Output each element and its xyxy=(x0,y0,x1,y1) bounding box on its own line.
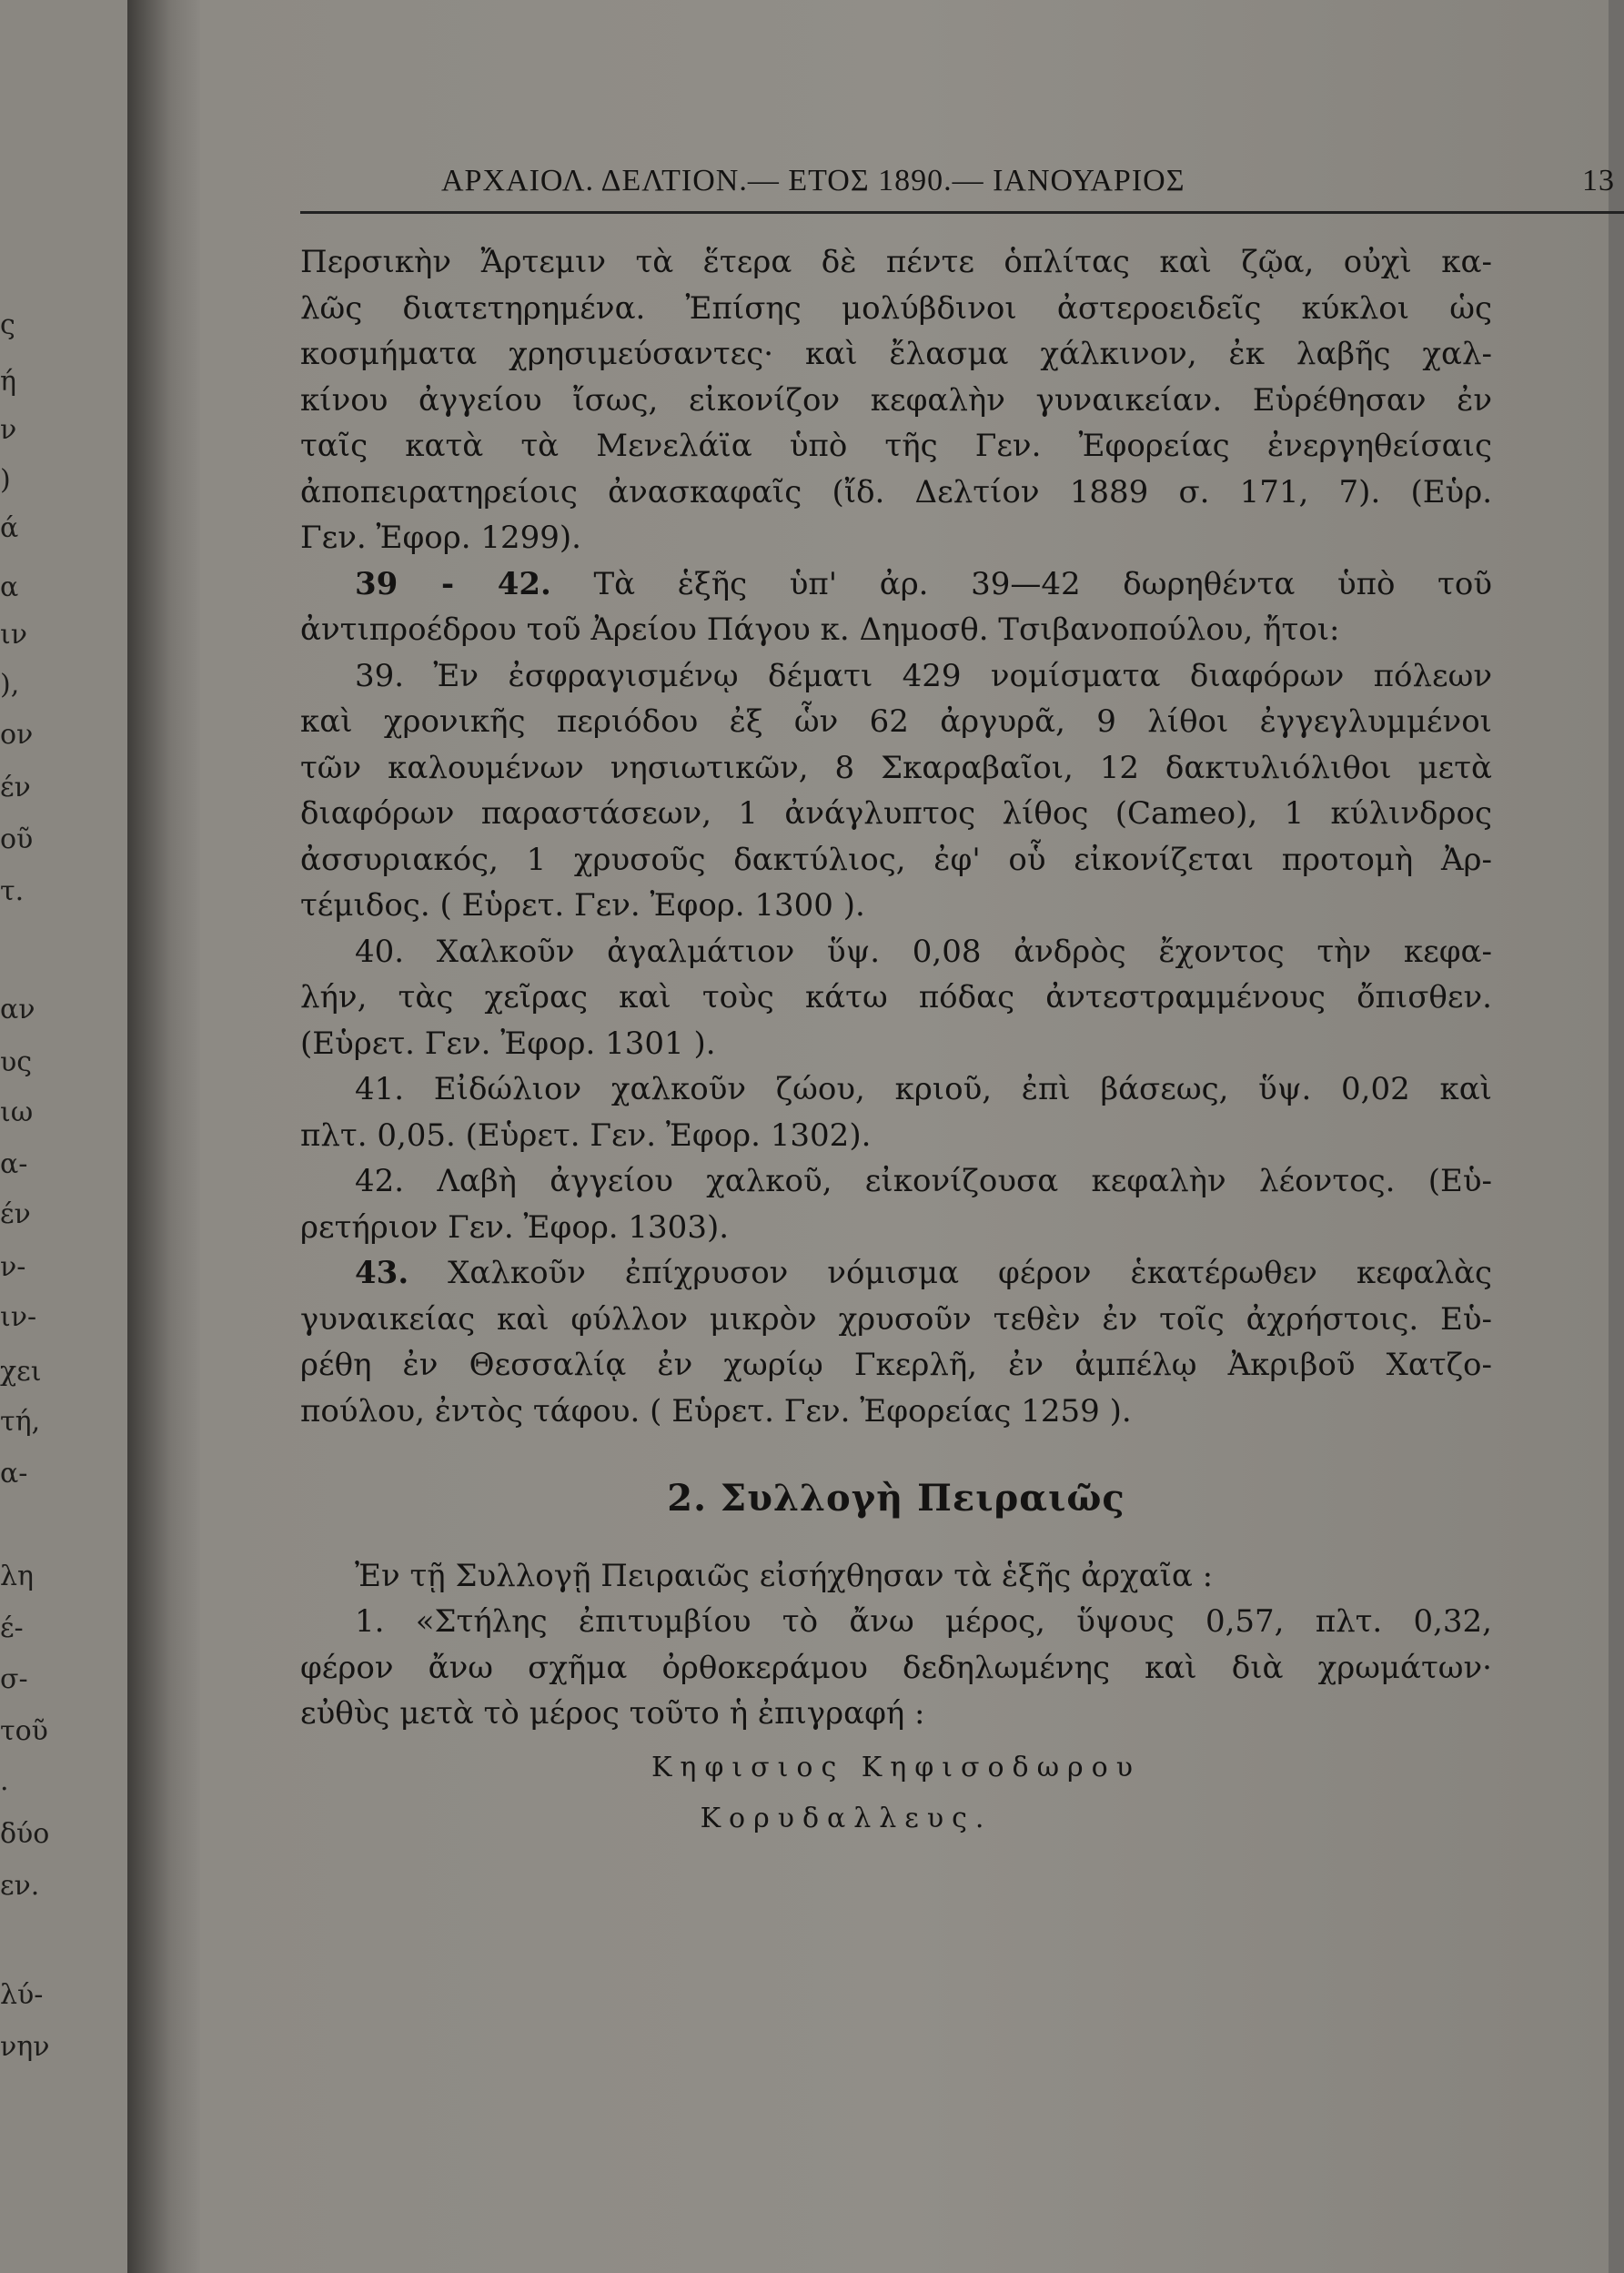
text-line: διαφόρων παραστάσεων, 1 ἀνάγλυπτος λίθος (Cameo), 1 κύλινδρος xyxy=(300,795,1492,832)
text-line xyxy=(300,1250,1492,1297)
text-line: (Εὑρετ. Γεν. Ἐφορ. 1301 ). xyxy=(300,1025,716,1062)
margin-fragment: οῦ xyxy=(0,823,34,855)
paragraph-continued xyxy=(300,239,1492,561)
inscription xyxy=(300,1743,1492,1844)
entry-number: 43. xyxy=(355,1255,409,1291)
margin-fragment: ν- xyxy=(0,1251,26,1283)
text-span: Χαλκοῦν ἐπίχρυσον νόμισμα φέρον ἑκατέρωθεν κεφαλὰς xyxy=(448,1255,1493,1291)
text-span: Τὰ ἑξῆς ὑπ' ἀρ. 39—42 δωρηθέντα ὑπὸ τοῦ xyxy=(593,565,1492,602)
entry-43 xyxy=(300,1250,1492,1434)
entry-41 xyxy=(300,1066,1492,1158)
text-line: ἀντιπροέδρου τοῦ Ἀρείου Πάγου κ. Δημοσθ. Τσιβανοπούλου, ἤτοι: xyxy=(300,611,1340,648)
text-line: κίνου ἀγγείου ἴσως, εἰκονίζον κεφαλὴν γυναικείαν. Εὑρέθησαν ἐν xyxy=(300,381,1492,419)
margin-fragment: ) xyxy=(0,464,11,496)
text-line: Περσικὴν Ἄρτεμιν τὰ ἕτερα δὲ πέντε ὁπλίτας καὶ ζῷα, οὐχὶ κα- xyxy=(300,244,1492,280)
margin-fragment: ιω xyxy=(0,1096,34,1128)
entry-1 xyxy=(300,1599,1492,1737)
margin-fragment: α- xyxy=(0,1458,28,1490)
body-text xyxy=(300,239,1492,1844)
text-line: τῶν καλουμένων νησιωτικῶν, 8 Σκαραβαῖοι, 12 δακτυλιόλιθοι μετὰ xyxy=(300,749,1492,786)
text-line: πούλου, ἐντὸς τάφου. ( Εὑρετ. Γεν. Ἐφορείας 1259 ). xyxy=(300,1392,1132,1429)
text-line: 41. Εἰδώλιον χαλκοῦν ζώου, κριοῦ, ἐπὶ βάσεως, ὕψ. 0,02 καὶ xyxy=(355,1071,1492,1107)
margin-fragment: α- xyxy=(0,1148,28,1180)
text-line: ἀποπειρατηρείοις ἀνασκαφαῖς (ἴδ. Δελτίον 1889 σ. 171, 7). (Εὑρ. xyxy=(300,473,1492,510)
text-line: ταῖς κατὰ τὰ Μενελάϊα ὑπὸ τῆς Γεν. Ἐφορείας ἐνεργηθείσαις xyxy=(300,428,1492,464)
margin-fragment: έν xyxy=(0,1198,31,1230)
text-line: ρετήριον Γεν. Ἐφορ. 1303). xyxy=(300,1208,730,1246)
text-line: γυναικείας καὶ φύλλον μικρὸν χρυσοῦν τεθὲν ἐν τοῖς ἀχρήστοις. Εὑ- xyxy=(300,1300,1492,1338)
margin-fragment: λύ- xyxy=(0,1979,44,2011)
text-line: τέμιδος. ( Εὑρετ. Γεν. Ἐφορ. 1300 ). xyxy=(300,887,865,924)
page-number: 13 xyxy=(1582,164,1615,197)
text-line: καὶ χρονικῆς περιόδου ἐξ ὧν 62 ἀργυρᾶ, 9 λίθοι ἐγγεγλυμμένοι xyxy=(300,703,1492,740)
text-line: 40. Χαλκοῦν ἀγαλμάτιον ὕψ. 0,08 ἀνδρὸς ἔχοντος τὴν κεφα- xyxy=(355,933,1492,970)
margin-fragment: ιν- xyxy=(0,1301,37,1333)
margin-fragment: τή, xyxy=(0,1406,41,1438)
text-line: πλτ. 0,05. (Εὑρετ. Γεν. Ἐφορ. 1302). xyxy=(300,1116,872,1154)
text-line: Ἐν τῇ Συλλογῇ Πειραιῶς εἰσήχθησαν τὰ ἑξῆς ἀρχαῖα : xyxy=(355,1557,1214,1594)
margin-fragment: αν xyxy=(0,994,35,1025)
text-line: εὐθὺς μετὰ τὸ μέρος τοῦτο ἡ ἐπιγραφή : xyxy=(300,1695,925,1732)
entry-39 xyxy=(300,653,1492,929)
margin-fragment: σ- xyxy=(0,1663,28,1695)
margin-fragment: ά xyxy=(0,512,19,544)
facing-page-strip xyxy=(0,0,127,2273)
margin-fragment: . xyxy=(0,1765,9,1797)
text-line: κοσμήματα χρησιμεύσαντες· καὶ ἔλασμα χάλκινον, ἐκ λαβῆς χαλ- xyxy=(300,336,1492,372)
text-line: 39. Ἐν ἐσφραγισμένῳ δέματι 429 νομίσματα διαφόρων πόλεων xyxy=(355,657,1492,694)
text-line: ἀσσυριακός, 1 χρυσοῦς δακτύλιος, ἐφ' οὗ εἰκονίζεται προτομὴ Ἀρ- xyxy=(300,841,1492,878)
margin-fragment: έν xyxy=(0,772,31,803)
page xyxy=(200,0,1615,2273)
margin-fragment: α xyxy=(0,571,19,603)
text-line xyxy=(300,561,1492,608)
running-header xyxy=(300,164,1624,214)
entry-number: 39 - 42. xyxy=(355,565,551,602)
page-content xyxy=(300,164,1615,1844)
text-line: 42. Λαβὴ ἀγγείου χαλκοῦ, εἰκονίζουσα κεφαλὴν λέοντος. (Εὑ- xyxy=(355,1163,1492,1199)
text-line: λήν, τὰς χεῖρας καὶ τοὺς κάτω πόδας ἀντεστραμμένους ὄπισθεν. xyxy=(300,979,1492,1015)
section-intro xyxy=(300,1553,1492,1600)
text-line: ρέθη ἐν Θεσσαλίᾳ ἐν χωρίῳ Γκερλῆ, ἐν ἀμπέλῳ Ἀκριβοῦ Χατζο- xyxy=(300,1347,1492,1383)
facing-page-margin-text xyxy=(0,0,82,2273)
margin-fragment: τοῦ xyxy=(0,1715,48,1747)
entry-40 xyxy=(300,929,1492,1067)
entry-39-42 xyxy=(300,561,1492,653)
margin-fragment: δύο xyxy=(0,1818,50,1850)
margin-fragment: νην xyxy=(0,2031,50,2063)
margin-fragment: ον xyxy=(0,719,34,751)
text-line: 1. «Στήλης ἐπιτυμβίου τὸ ἄνω μέρος, ὕψους 0,57, πλτ. 0,32, xyxy=(355,1603,1492,1640)
margin-fragment: ή xyxy=(0,366,16,398)
margin-fragment: υς xyxy=(0,1046,33,1078)
margin-fragment: χει xyxy=(0,1356,42,1388)
text-line: λῶς διατετηρημένα. Ἐπίσης μολύβδινοι ἀστεροειδεῖς κύκλοι ὡς xyxy=(300,289,1492,327)
margin-fragment: εν. xyxy=(0,1870,40,1902)
book-gutter xyxy=(127,0,200,2273)
entry-42 xyxy=(300,1158,1492,1250)
text-line: Γεν. Ἐφορ. 1299). xyxy=(300,520,581,556)
margin-fragment: έ- xyxy=(0,1612,24,1644)
margin-fragment: λη xyxy=(0,1561,34,1592)
margin-fragment: ν xyxy=(0,414,17,446)
section-heading: 2. Συλλογὴ Πειραιῶς xyxy=(667,1477,1125,1520)
inscription-line: Κορυδαλλευς. xyxy=(700,1802,993,1834)
margin-fragment: ς xyxy=(0,309,15,341)
margin-fragment: ), xyxy=(0,669,20,701)
inscription-line: Κηφισιος Κηφισοδωρου xyxy=(651,1751,1141,1783)
running-header-title: ΑΡΧΑΙΟΛ. ΔΕΛΤΙΟΝ.— ΕΤΟΣ 1890.— ΙΑΝΟΥΑΡΙΟΣ xyxy=(441,164,1185,197)
text-line: φέρον ἄνω σχῆμα ὀρθοκεράμου δεδηλωμένης καὶ διὰ χρωμάτων· xyxy=(300,1649,1492,1686)
margin-fragment: ιν xyxy=(0,619,27,651)
margin-fragment: τ. xyxy=(0,875,25,907)
